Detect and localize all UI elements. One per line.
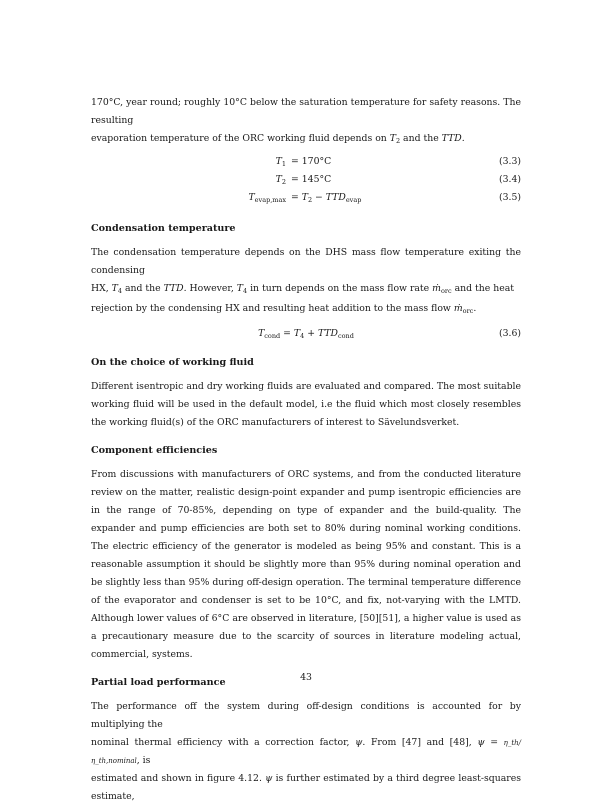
intro-line-1: 170°C, year round; roughly 10°C below the saturation temperature for safety reasons. The resulting — [91, 97, 521, 126]
intro-line-2a: evaporation temperature of the ORC working fluid depends on — [91, 133, 390, 144]
intro-line-2c: . — [461, 133, 465, 144]
section-heading: Partial load performance — [91, 677, 226, 688]
efficiencies-paragraph: From discussions with manufacturers of ORC systems, and from the conducted literature review on the matter, realistic design-point expander and pump isentropic efficiencies are in the range of 70-85%, depending on type of expander and the build-quality. The expander and pump efficiencies are both set to 80% during nominal working conditions. The electric efficiency of the generator is modeled as being 95% and constant. This is a reasonable assumption it should be slightly more than 95% during nominal operation and be slightly less than 95% during off-design operation. The terminal temperature difference of the evaporator and condenser is set to be 10°C, and fix, not-varying with the LMTD. Although lower values of 6°C are observed in literature, [50][51], a higher value is used as a precautionary measure due to the scarcity of sources in literature modeling actual, commercial, systems. — [91, 469, 521, 660]
equation-number: (3.5) — [498, 192, 521, 203]
equation-3-3: $T_1$ = 170°C (3.3) — [275, 156, 521, 168]
symbol-ttd: TTD — [441, 133, 462, 144]
section-heading: Component efficiencies — [91, 445, 218, 456]
equation-number: (3.3) — [498, 156, 521, 167]
working-fluid-paragraph: Different isentropic and dry working fluids are evaluated and compared. The most suitable working fluid will be used in the default model, i.e the fluid which most closely resembles the working fluid(s) of the ORC manufacturers of interest to Sävelundsverket. — [91, 381, 521, 428]
equation-3-4: $T_2$ = 145°C (3.4) — [275, 174, 521, 186]
intro-line-2b: and the — [400, 133, 442, 144]
section-heading: On the choice of working fluid — [91, 357, 254, 368]
symbol-t2: $T_2$ — [389, 133, 401, 145]
partial-load-paragraph: The performance off the system during off-design conditions is accounted for by multiplying the nominal thermal efficiency with a correction factor, ψ. From [47] and [48], ψ = η_th/η_th,nominal, is estimated and shown in figure 4.12. ψ is further estimated by a third degree least-squares estimate, — [91, 701, 521, 802]
intro-paragraph — [91, 94, 521, 150]
condensation-paragraph: The condensation temperature depends on the DHS mass flow temperature exiting the condensing HX, $T_4$ and the TTD. However, $T_4$ in turn depends on the mass flow rate ṁ$_{orc}$ and the heat rejection by the condensing HX and resulting heat addition to the mass flow ṁ$_{orc}$. — [91, 247, 521, 315]
equation-number: (3.6) — [498, 328, 521, 339]
page-content — [91, 94, 521, 806]
equation-3-5: $T_{evap,max}$ = $T_2 - TTD_{evap}$ (3.5) — [248, 192, 521, 204]
equation-3-6: $T_{cond} = T_4 + TTD_{cond}$ (3.6) — [258, 328, 521, 340]
equation-number: (3.4) — [498, 174, 521, 185]
section-heading: Condensation temperature — [91, 223, 236, 234]
page-number: 43 — [300, 672, 312, 683]
